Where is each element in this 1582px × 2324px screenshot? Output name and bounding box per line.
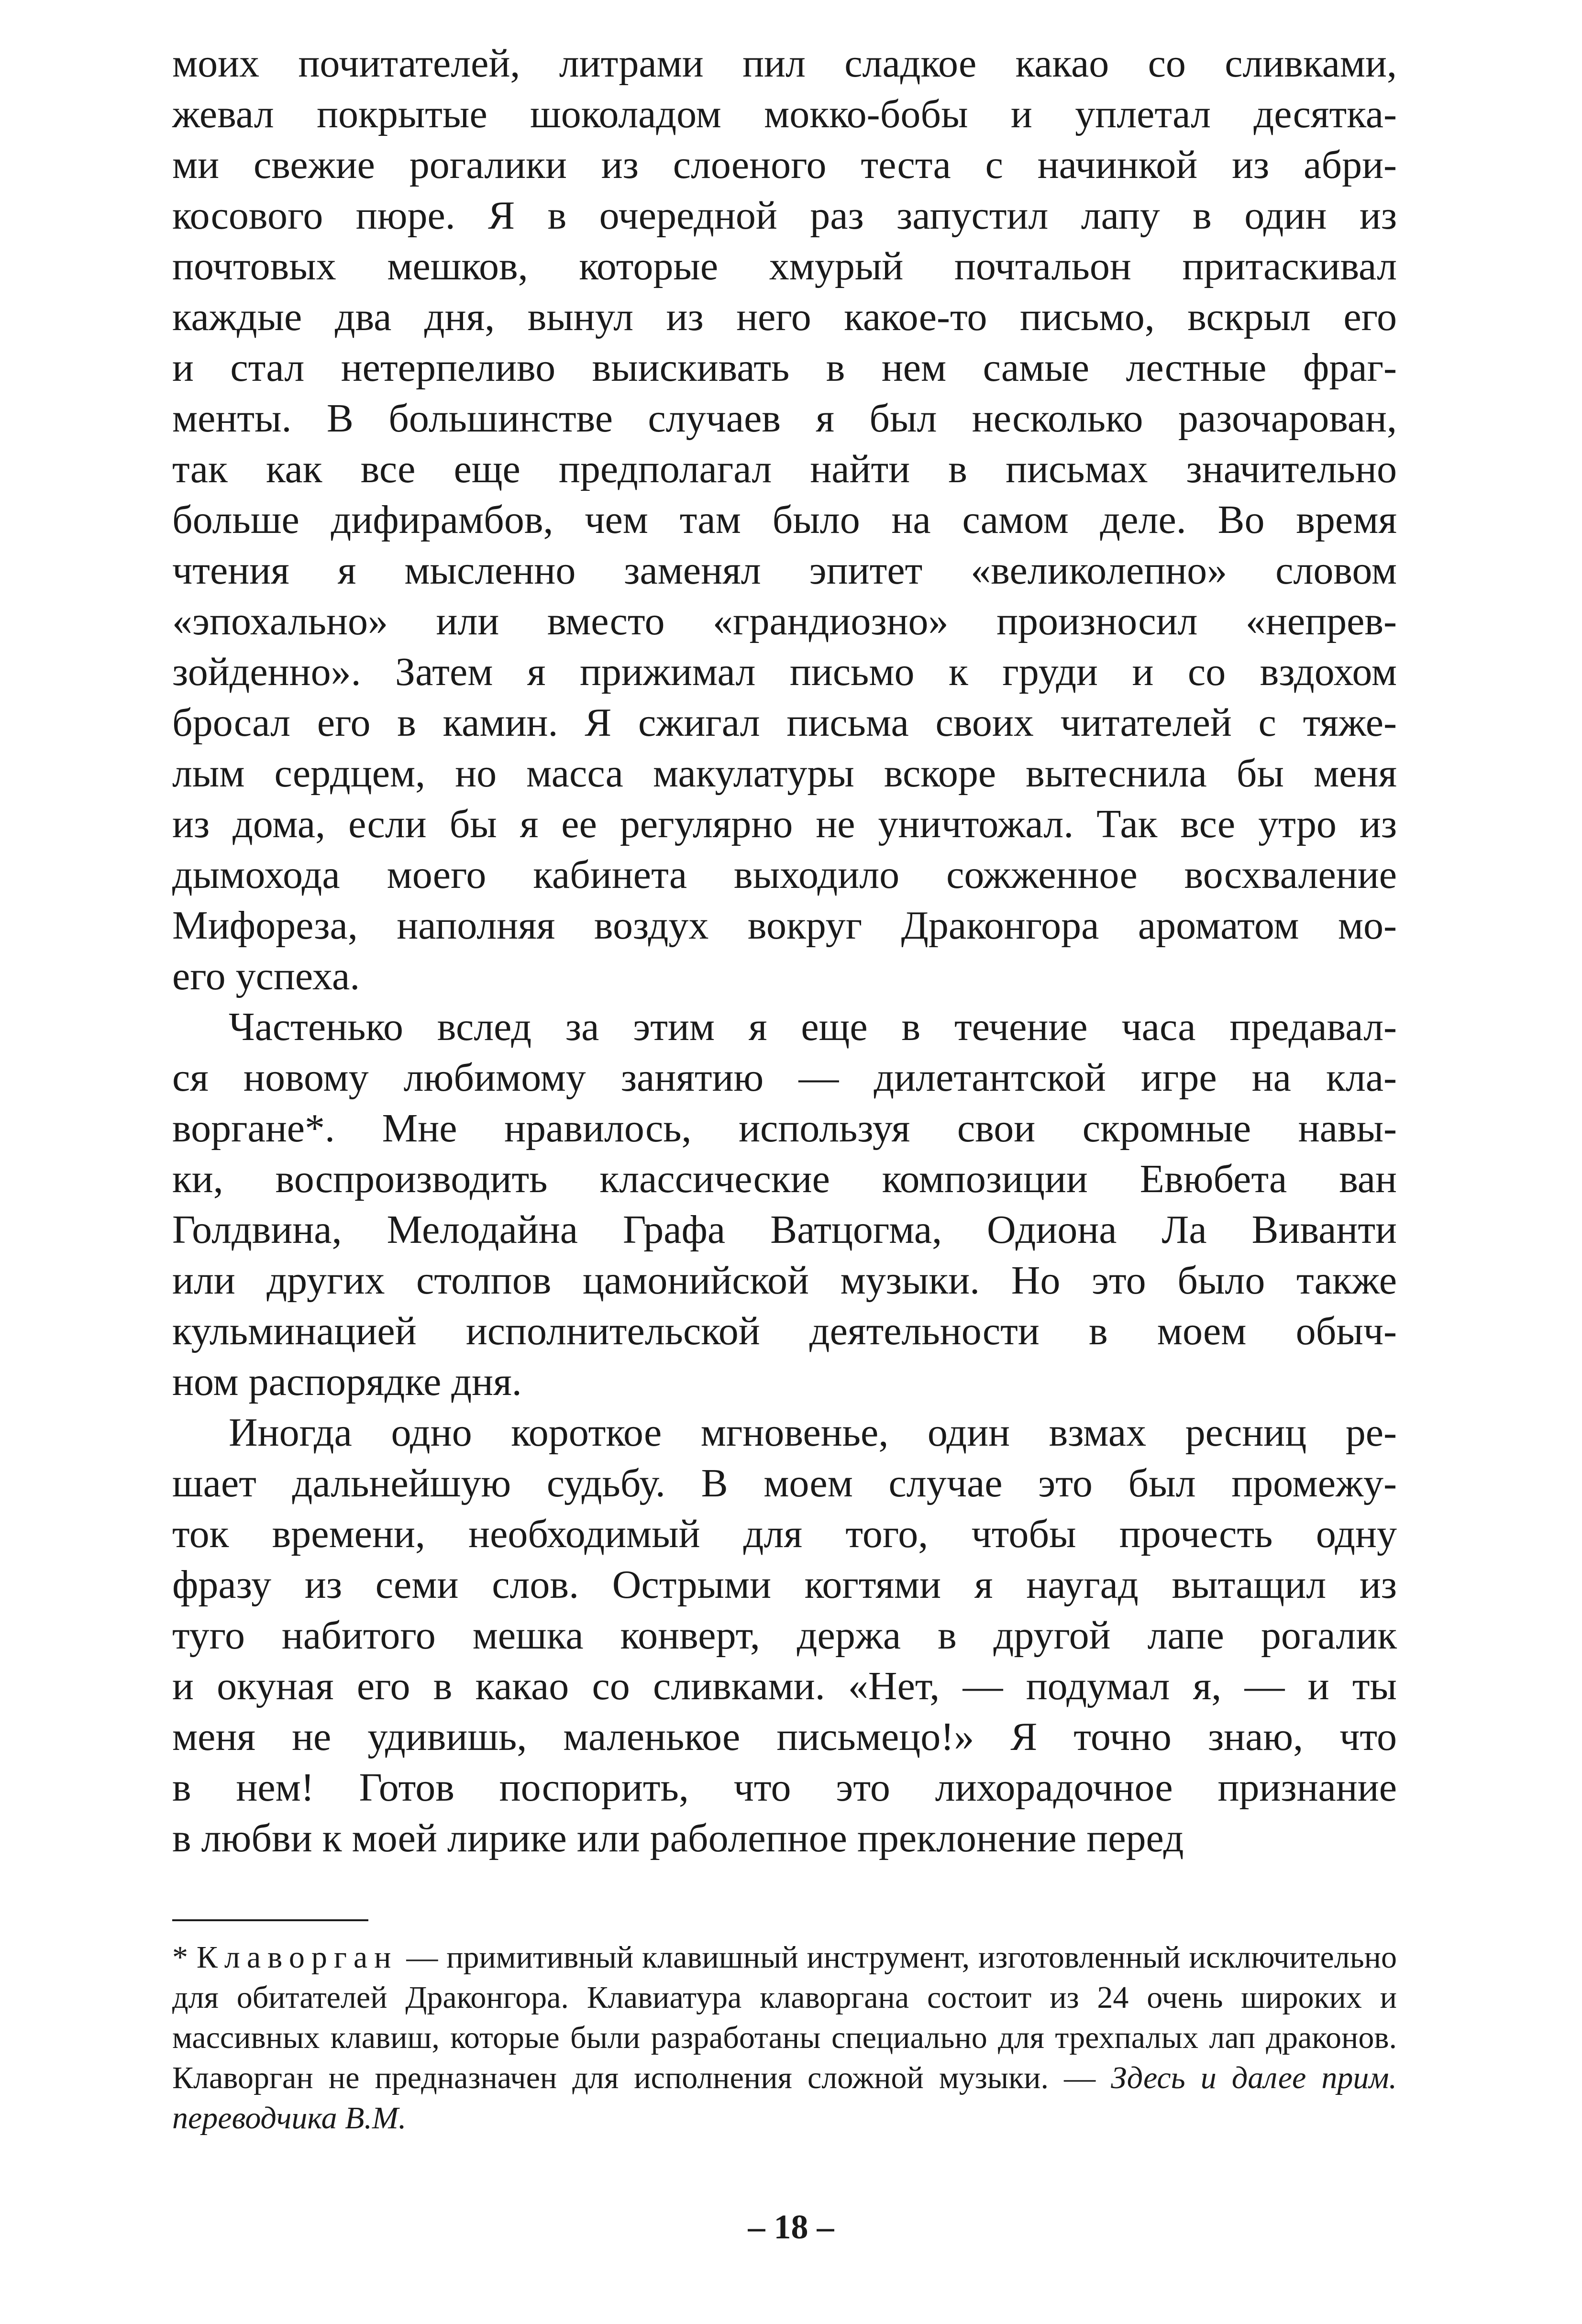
main-text [172, 38, 1397, 1864]
paragraph-line: кульминацией исполнительской деятельности в моем обыч- [172, 1309, 1397, 1353]
paragraph-line: фразу из семи слов. Острыми когтями я наугад вытащил из [172, 1562, 1397, 1607]
paragraph-line: моих почитателей, литрами пил сладкое какао со сливками, [172, 41, 1397, 86]
page-number: – 18 – [748, 2208, 834, 2246]
paragraph-line: «эпохально» или вместо «грандиозно» произносил «непрев- [172, 599, 1397, 643]
paragraph-line: или других столпов цамонийской музыки. Но это было также [172, 1258, 1397, 1303]
paragraph-line: ся новому любимому занятию — дилетантской игре на кла- [172, 1055, 1397, 1100]
footnote-body: — примитивный клавишный инструмент, изготовленный исключительно для обитателей Драконгора. Клавиатура клаворгана состоит из 24 очень широких и массивных клавиш, которые были разработаны специально для трехпалых лап драконов. Клаворган не предназначен для исполнения сложной музыки. — [172, 1940, 1397, 2095]
footnote-translator-note: Здесь и далее прим. переводчика В.М. [172, 2060, 1397, 2136]
paragraph-line: менты. В большинстве случаев я был несколько разочарован, [172, 396, 1397, 441]
paragraph-line: в любви к моей лирике или раболепное преклонение перед [172, 1816, 1184, 1860]
paragraph-line: Иногда одно короткое мгновенье, один взмах ресниц ре- [229, 1410, 1397, 1455]
footnote-marker: * [172, 1940, 197, 1975]
paragraph-line: косового пюре. Я в очередной раз запустил лапу в один из [172, 193, 1397, 238]
paragraph-line: ном распорядке дня. [172, 1360, 522, 1404]
paragraph-line: меня не удивишь, маленькое письмецо!» Я точно знаю, что [172, 1715, 1397, 1759]
footnote-term: Клаворган [196, 1940, 398, 1975]
paragraph-line: его успеха. [172, 954, 360, 998]
paragraph-line: ток времени, необходимый для того, чтобы прочесть одну [172, 1512, 1397, 1556]
paragraph-line: бросал его в камин. Я сжигал письма своих читателей с тяже- [172, 700, 1397, 745]
paragraph-line: ми свежие рогалики из слоеного теста с начинкой из абри- [172, 143, 1397, 187]
paragraph-line: воргане*. Мне нравилось, используя свои скромные навы- [172, 1106, 1397, 1151]
paragraph-line: ки, воспроизводить классические композиции Евюбета ван [172, 1157, 1397, 1201]
paragraph-line: из дома, если бы я ее регулярно не уничтожал. Так все утро из [172, 802, 1397, 846]
paragraph-line: шает дальнейшую судьбу. В моем случае это был промежу- [172, 1461, 1397, 1505]
footnote-divider [172, 1919, 368, 1921]
paragraph-line: больше дифирамбов, чем там было на самом деле. Во время [172, 498, 1397, 542]
paragraph-line: дымохода моего кабинета выходило сожженное восхваление [172, 852, 1397, 897]
paragraph-line: жевал покрытые шоколадом мокко-бобы и уплетал десятка- [172, 92, 1397, 136]
paragraph-line: чтения я мысленно заменял эпитет «великолепно» словом [172, 548, 1397, 593]
paragraph-line: Голдвина, Мелодайна Графа Ватцогма, Одиона Ла Виванти [172, 1207, 1397, 1252]
paragraph-line: так как все еще предполагал найти в письмах значительно [172, 447, 1397, 491]
paragraph-line: каждые два дня, вынул из него какое-то письмо, вскрыл его [172, 295, 1397, 339]
footnote [172, 1937, 1397, 2138]
paragraph-line: лым сердцем, но масса макулатуры вскоре вытеснила бы меня [172, 751, 1397, 796]
paragraph-line: Мифореза, наполняя воздух вокруг Драконгора ароматом мо- [172, 903, 1397, 948]
paragraph-line: в нем! Готов поспорить, что это лихорадочное признание [172, 1765, 1397, 1810]
paragraph-line: Частенько вслед за этим я еще в течение часа предавал- [229, 1005, 1397, 1049]
paragraph-line: туго набитого мешка конверт, держа в другой лапе рогалик [172, 1613, 1397, 1658]
paragraph-line: почтовых мешков, которые хмурый почтальон притаскивал [172, 244, 1397, 288]
paragraph-line: и стал нетерпеливо выискивать в нем самые лестные фраг- [172, 345, 1397, 390]
paragraph-line: зойденно». Затем я прижимал письмо к груди и со вздохом [172, 650, 1397, 694]
paragraph-line: и окуная его в какао со сливками. «Нет, — подумал я, — и ты [172, 1664, 1397, 1708]
